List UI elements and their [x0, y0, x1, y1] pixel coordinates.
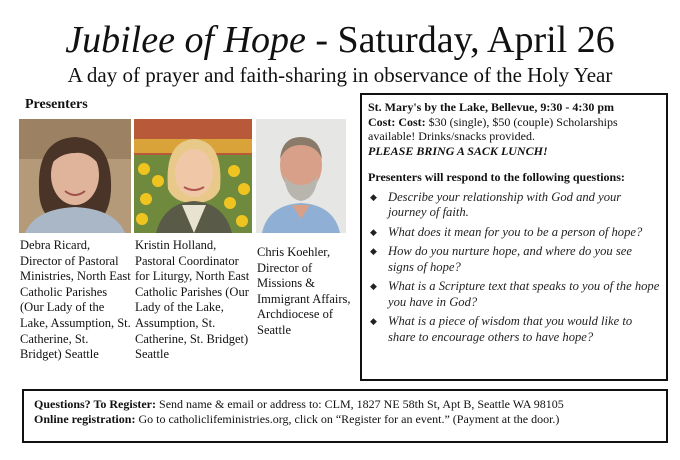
diamond-bullet-icon: ◆	[370, 316, 377, 326]
list-item	[368, 225, 660, 241]
question-text: What is a piece of wisdom that you would like to share to encourage others to have hope?	[388, 314, 633, 344]
event-info-box	[360, 93, 668, 381]
diamond-bullet-icon: ◆	[370, 191, 377, 202]
presenter-photo-chris	[256, 119, 346, 233]
cost-line	[368, 115, 660, 144]
cost-label: Cost: Cost:	[368, 114, 426, 129]
questions-list	[368, 190, 660, 346]
register-label: Questions? To Register:	[34, 397, 157, 411]
title-event-name: Jubilee of Hope	[65, 19, 306, 61]
question-text: Describe your relationship with God and your journey of faith.	[388, 189, 622, 219]
questions-heading: Presenters will respond to the following questions:	[368, 170, 625, 184]
registration-box	[22, 389, 668, 443]
presenters-heading: Presenters	[25, 97, 88, 112]
title-date: - Saturday, April 26	[305, 19, 615, 61]
presenter-caption-debra: Debra Ricard, Director of Pastoral Ministries, North East Catholic Parishes (Our Lady of the Lake, Assumption, St. Catherine, St. Bridget) Seattle	[20, 238, 131, 362]
online-label: Online registration:	[34, 412, 136, 426]
online-text: Go to catholiclifeministries.org, click on “Register for an event.” (Payment at the door.)	[135, 412, 560, 426]
cost-text: $30 (single), $50 (couple) Scholarships available! Drinks/snacks provided.	[368, 114, 618, 143]
page-subtitle: A day of prayer and faith-sharing in observance of the Holy Year	[67, 63, 613, 87]
presenter-caption-chris: Chris Koehler, Director of Missions & Immigrant Affairs, Archdiocese of Seattle	[257, 245, 351, 337]
online-registration-line	[34, 412, 656, 427]
register-line	[34, 397, 656, 412]
page-title	[0, 18, 680, 62]
presenter-caption-kristin: Kristin Holland, Pastoral Coordinator for Liturgy, North East Catholic Parishes (Our Lady of the Lake, Assumption, St. Catherine, St. Bridget) Seattle	[135, 238, 250, 362]
list-item	[368, 279, 660, 310]
question-text: What is a Scripture text that speaks to you of the hope you have in God?	[388, 279, 660, 309]
question-text: How do you nurture hope, and where do you see signs of hope?	[388, 244, 632, 274]
question-text: What does it mean for you to be a person of hope?	[388, 224, 643, 239]
lunch-note: PLEASE BRING A SACK LUNCH!	[368, 143, 548, 158]
list-item	[368, 244, 660, 275]
diamond-bullet-icon: ◆	[370, 246, 377, 256]
location-time: St. Mary's by the Lake, Bellevue, 9:30 - 4:30 pm	[368, 100, 614, 114]
list-item	[368, 190, 660, 221]
register-text: Send name & email or address to: CLM, 1827 NE 58th St, Apt B, Seattle WA 98105	[156, 397, 564, 411]
diamond-bullet-icon: ◆	[370, 226, 377, 237]
presenter-photo-debra	[19, 119, 131, 233]
presenter-photo-kristin	[134, 119, 252, 233]
list-item	[368, 314, 660, 345]
diamond-bullet-icon: ◆	[370, 281, 377, 291]
